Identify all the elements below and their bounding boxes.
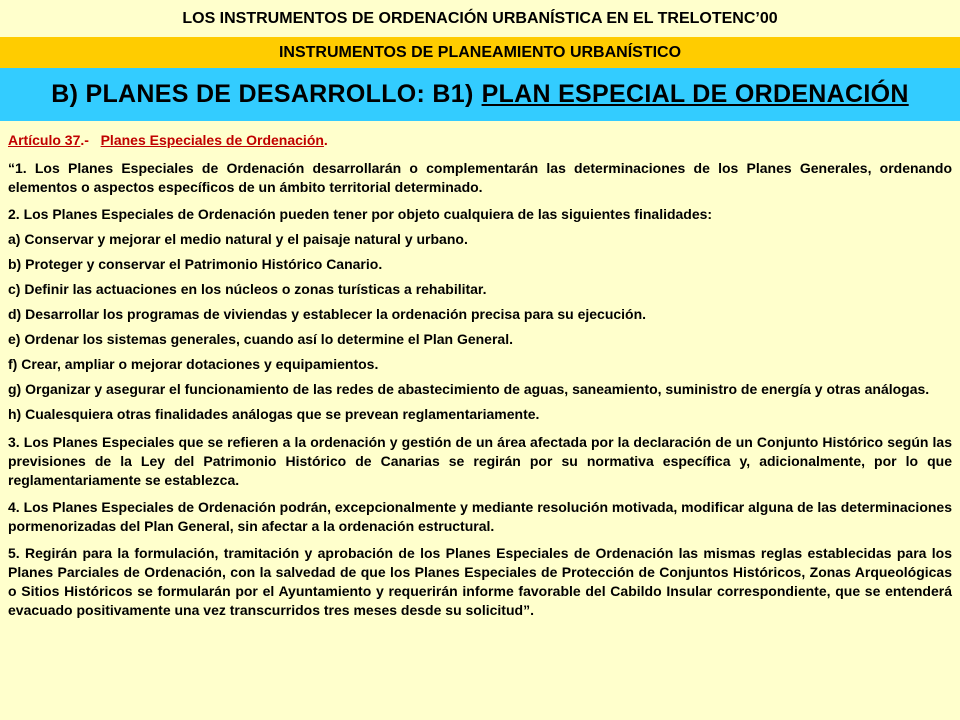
main-title-prefix: B) PLANES DE DESARROLLO: B1) xyxy=(51,80,474,108)
subtitle-bar xyxy=(0,37,960,68)
document-body xyxy=(8,131,952,620)
list-item-b: b) Proteger y conservar el Patrimonio Histórico Canario. xyxy=(8,256,383,272)
paragraph-2: 2. Los Planes Especiales de Ordenación pueden tener por objeto cualquiera de las siguientes finalidades: xyxy=(8,206,713,222)
paragraph-3: 3. Los Planes Especiales que se refieren a la ordenación y gestión de un área afectada por la declaración de un Conjunto Histórico según las previsiones de la Ley del Patrimonio Histórico de Canarias se regirán por su normativa específica y, adicionalmente, por lo que reglamentariamente se establezca. xyxy=(8,434,952,488)
list-item-g: g) Organizar y asegurar el funcionamiento de las redes de abastecimiento de aguas, saneamiento, suministro de energía y otras análogas. xyxy=(8,381,930,397)
paragraph-1: “1. Los Planes Especiales de Ordenación desarrollarán o complementarán las determinaciones de los Planes Generales, ordenando elementos o aspectos específicos de un ámbito territorial determinado. xyxy=(8,160,952,195)
list-item-f: f) Crear, ampliar o mejorar dotaciones y equipamientos. xyxy=(8,356,379,372)
top-title: LOS INSTRUMENTOS DE ORDENACIÓN URBANÍSTICA EN EL TRELOTENC’00 xyxy=(182,9,778,27)
article-heading xyxy=(8,131,952,150)
top-title-bar xyxy=(0,0,960,37)
main-title-bar xyxy=(0,68,960,121)
list-item-d: d) Desarrollar los programas de viviendas y establecer la ordenación precisa para su ejecución. xyxy=(8,306,647,322)
paragraph-4: 4. Los Planes Especiales de Ordenación podrán, excepcionalmente y mediante resolución motivada, modificar alguna de las determinaciones pormenorizadas del Plan General, sin afectar a la ordenación estructural. xyxy=(8,499,952,534)
list-item-c: c) Definir las actuaciones en los núcleos o zonas turísticas a rehabilitar. xyxy=(8,281,487,297)
subtitle: INSTRUMENTOS DE PLANEAMIENTO URBANÍSTICO xyxy=(278,43,682,61)
article-separator: .- xyxy=(80,132,101,148)
list-item-e: e) Ordenar los sistemas generales, cuando así lo determine el Plan General. xyxy=(8,331,513,347)
article-name: Planes Especiales de Ordenación xyxy=(100,132,324,148)
list-item-a: a) Conservar y mejorar el medio natural y el paisaje natural y urbano. xyxy=(8,231,468,247)
main-title-underlined: PLAN ESPECIAL DE ORDENACIÓN xyxy=(481,80,909,108)
article-label: Artículo 37 xyxy=(8,132,81,148)
list-item-h: h) Cualesquiera otras finalidades análogas que se prevean reglamentariamente. xyxy=(8,406,540,422)
paragraph-5: 5. Regirán para la formulación, tramitación y aprobación de los Planes Especiales de Ordenación las mismas reglas establecidas para los Planes Parciales de Ordenación, con la salvedad de que los Planes Especiales de Protección de Conjuntos Históricos, Zonas Arqueológicas o Sitios Históricos se formularán por el Ayuntamiento y requerirán informe favorable del Cabildo Insular correspondiente, que se entenderá evacuado positivamente una vez transcurridos tres meses desde su solicitud”. xyxy=(8,545,952,618)
article-end: . xyxy=(323,132,328,148)
